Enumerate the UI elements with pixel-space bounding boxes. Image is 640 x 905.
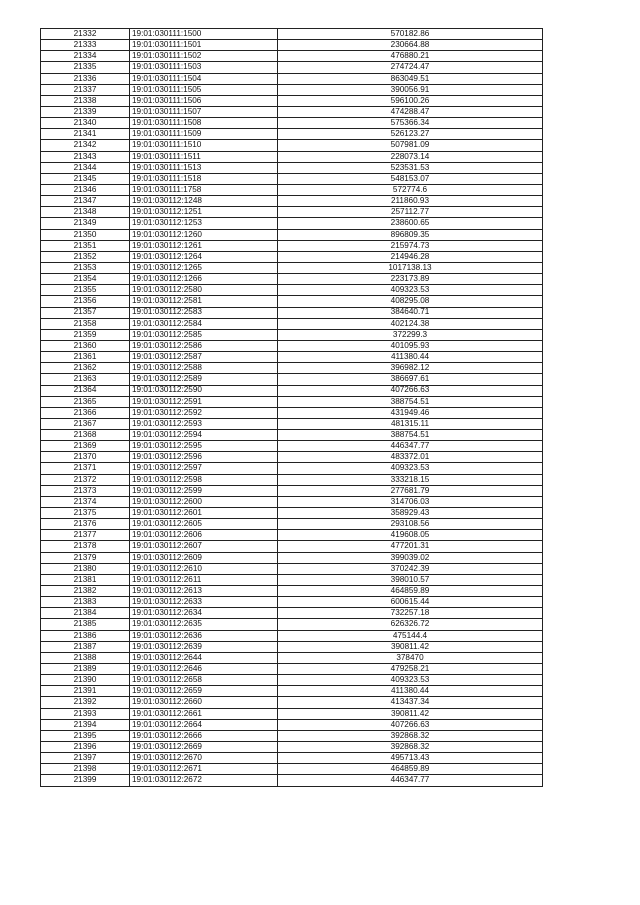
row-number-cell: 21364 (41, 385, 130, 396)
table-row (41, 62, 543, 73)
cadastral-number-cell: 19:01:030112:2670 (130, 753, 278, 764)
value-cell: 230664.88 (278, 40, 543, 51)
value-cell: 523531.53 (278, 162, 543, 173)
cadastral-number-cell: 19:01:030112:2639 (130, 641, 278, 652)
table-row (41, 385, 543, 396)
table-row (41, 352, 543, 363)
row-number-cell: 21381 (41, 574, 130, 585)
row-number-cell: 21367 (41, 418, 130, 429)
data-table (40, 28, 543, 787)
value-cell: 600615.44 (278, 597, 543, 608)
row-number-cell: 21375 (41, 508, 130, 519)
table-row (41, 151, 543, 162)
row-number-cell: 21347 (41, 196, 130, 207)
cadastral-number-cell: 19:01:030112:2659 (130, 686, 278, 697)
cadastral-number-cell: 19:01:030112:2585 (130, 329, 278, 340)
cadastral-number-cell: 19:01:030112:1251 (130, 207, 278, 218)
table-row (41, 742, 543, 753)
table-row (41, 452, 543, 463)
table-row (41, 40, 543, 51)
table-row (41, 363, 543, 374)
value-cell: 396982.12 (278, 363, 543, 374)
value-cell: 223173.89 (278, 274, 543, 285)
table-body (41, 29, 543, 787)
table-row (41, 285, 543, 296)
cadastral-number-cell: 19:01:030112:2661 (130, 708, 278, 719)
value-cell: 483372.01 (278, 452, 543, 463)
row-number-cell: 21356 (41, 296, 130, 307)
table-row (41, 597, 543, 608)
row-number-cell: 21334 (41, 51, 130, 62)
value-cell: 384640.71 (278, 307, 543, 318)
cadastral-number-cell: 19:01:030111:1503 (130, 62, 278, 73)
value-cell: 214946.28 (278, 251, 543, 262)
value-cell: 411380.44 (278, 686, 543, 697)
table-row (41, 140, 543, 151)
table-row (41, 530, 543, 541)
row-number-cell: 21398 (41, 764, 130, 775)
table-row (41, 463, 543, 474)
row-number-cell: 21363 (41, 374, 130, 385)
value-cell: 408295.08 (278, 296, 543, 307)
row-number-cell: 21353 (41, 262, 130, 273)
value-cell: 407266.63 (278, 719, 543, 730)
row-number-cell: 21384 (41, 608, 130, 619)
row-number-cell: 21361 (41, 352, 130, 363)
value-cell: 413437.34 (278, 697, 543, 708)
table-row (41, 374, 543, 385)
row-number-cell: 21344 (41, 162, 130, 173)
value-cell: 732257.18 (278, 608, 543, 619)
cadastral-number-cell: 19:01:030111:1508 (130, 118, 278, 129)
row-number-cell: 21383 (41, 597, 130, 608)
row-number-cell: 21352 (41, 251, 130, 262)
cadastral-number-cell: 19:01:030112:2584 (130, 318, 278, 329)
cadastral-number-cell: 19:01:030111:1513 (130, 162, 278, 173)
value-cell: 507981.09 (278, 140, 543, 151)
table-row (41, 441, 543, 452)
value-cell: 238600.65 (278, 218, 543, 229)
value-cell: 548153.07 (278, 173, 543, 184)
value-cell: 215974.73 (278, 240, 543, 251)
row-number-cell: 21372 (41, 474, 130, 485)
table-row (41, 196, 543, 207)
table-row (41, 207, 543, 218)
table-row (41, 519, 543, 530)
row-number-cell: 21391 (41, 686, 130, 697)
row-number-cell: 21388 (41, 652, 130, 663)
cadastral-number-cell: 19:01:030112:2613 (130, 586, 278, 597)
cadastral-number-cell: 19:01:030112:2580 (130, 285, 278, 296)
table-row (41, 407, 543, 418)
cadastral-number-cell: 19:01:030111:1504 (130, 73, 278, 84)
row-number-cell: 21368 (41, 430, 130, 441)
value-cell: 477201.31 (278, 541, 543, 552)
cadastral-number-cell: 19:01:030112:2644 (130, 652, 278, 663)
row-number-cell: 21338 (41, 95, 130, 106)
value-cell: 596100.26 (278, 95, 543, 106)
cadastral-number-cell: 19:01:030112:2588 (130, 363, 278, 374)
cadastral-number-cell: 19:01:030112:2609 (130, 552, 278, 563)
cadastral-number-cell: 19:01:030112:2606 (130, 530, 278, 541)
cadastral-number-cell: 19:01:030111:1506 (130, 95, 278, 106)
row-number-cell: 21393 (41, 708, 130, 719)
value-cell: 407266.63 (278, 385, 543, 396)
table-row (41, 162, 543, 173)
value-cell: 386697.61 (278, 374, 543, 385)
cadastral-number-cell: 19:01:030112:2610 (130, 563, 278, 574)
cadastral-number-cell: 19:01:030112:2636 (130, 630, 278, 641)
value-cell: 388754.51 (278, 430, 543, 441)
value-cell: 476880.21 (278, 51, 543, 62)
table-row (41, 719, 543, 730)
row-number-cell: 21385 (41, 619, 130, 630)
value-cell: 464859.89 (278, 764, 543, 775)
row-number-cell: 21397 (41, 753, 130, 764)
value-cell: 333218.15 (278, 474, 543, 485)
value-cell: 274724.47 (278, 62, 543, 73)
value-cell: 474288.47 (278, 106, 543, 117)
value-cell: 464859.89 (278, 586, 543, 597)
table-row (41, 229, 543, 240)
value-cell: 358929.43 (278, 508, 543, 519)
row-number-cell: 21333 (41, 40, 130, 51)
row-number-cell: 21345 (41, 173, 130, 184)
cadastral-number-cell: 19:01:030112:2599 (130, 485, 278, 496)
value-cell: 1017138.13 (278, 262, 543, 273)
row-number-cell: 21365 (41, 396, 130, 407)
value-cell: 277681.79 (278, 485, 543, 496)
value-cell: 293108.56 (278, 519, 543, 530)
table-row (41, 630, 543, 641)
cadastral-number-cell: 19:01:030112:2596 (130, 452, 278, 463)
table-row (41, 73, 543, 84)
table-row (41, 51, 543, 62)
cadastral-number-cell: 19:01:030112:2590 (130, 385, 278, 396)
cadastral-number-cell: 19:01:030111:1509 (130, 129, 278, 140)
cadastral-number-cell: 19:01:030112:2605 (130, 519, 278, 530)
row-number-cell: 21337 (41, 84, 130, 95)
table-row (41, 218, 543, 229)
cadastral-number-cell: 19:01:030112:2581 (130, 296, 278, 307)
row-number-cell: 21370 (41, 452, 130, 463)
cadastral-number-cell: 19:01:030112:1261 (130, 240, 278, 251)
value-cell: 495713.43 (278, 753, 543, 764)
value-cell: 479258.21 (278, 664, 543, 675)
value-cell: 411380.44 (278, 352, 543, 363)
table-row (41, 396, 543, 407)
cadastral-number-cell: 19:01:030112:2664 (130, 719, 278, 730)
row-number-cell: 21387 (41, 641, 130, 652)
row-number-cell: 21335 (41, 62, 130, 73)
cadastral-number-cell: 19:01:030112:2666 (130, 730, 278, 741)
row-number-cell: 21350 (41, 229, 130, 240)
row-number-cell: 21399 (41, 775, 130, 786)
cadastral-number-cell: 19:01:030112:2658 (130, 675, 278, 686)
row-number-cell: 21340 (41, 118, 130, 129)
row-number-cell: 21358 (41, 318, 130, 329)
cadastral-number-cell: 19:01:030111:1502 (130, 51, 278, 62)
row-number-cell: 21343 (41, 151, 130, 162)
value-cell: 419608.05 (278, 530, 543, 541)
cadastral-number-cell: 19:01:030112:2591 (130, 396, 278, 407)
value-cell: 388754.51 (278, 396, 543, 407)
value-cell: 575366.34 (278, 118, 543, 129)
row-number-cell: 21346 (41, 184, 130, 195)
cadastral-number-cell: 19:01:030112:2669 (130, 742, 278, 753)
table-row (41, 508, 543, 519)
cadastral-number-cell: 19:01:030112:2660 (130, 697, 278, 708)
row-number-cell: 21396 (41, 742, 130, 753)
cadastral-number-cell: 19:01:030112:1248 (130, 196, 278, 207)
table-row (41, 652, 543, 663)
row-number-cell: 21332 (41, 29, 130, 40)
value-cell: 228073.14 (278, 151, 543, 162)
table-row (41, 675, 543, 686)
row-number-cell: 21355 (41, 285, 130, 296)
table-row (41, 318, 543, 329)
table-row (41, 697, 543, 708)
value-cell: 409323.53 (278, 463, 543, 474)
value-cell: 572774.6 (278, 184, 543, 195)
cadastral-number-cell: 19:01:030111:1505 (130, 84, 278, 95)
table-row (41, 608, 543, 619)
value-cell: 863049.51 (278, 73, 543, 84)
row-number-cell: 21341 (41, 129, 130, 140)
value-cell: 378470 (278, 652, 543, 663)
table-row (41, 586, 543, 597)
row-number-cell: 21336 (41, 73, 130, 84)
value-cell: 409323.53 (278, 675, 543, 686)
row-number-cell: 21394 (41, 719, 130, 730)
row-number-cell: 21369 (41, 441, 130, 452)
row-number-cell: 21389 (41, 664, 130, 675)
cadastral-number-cell: 19:01:030112:2611 (130, 574, 278, 585)
row-number-cell: 21382 (41, 586, 130, 597)
cadastral-number-cell: 19:01:030112:1253 (130, 218, 278, 229)
table-row (41, 764, 543, 775)
table-row (41, 541, 543, 552)
table-row (41, 418, 543, 429)
cadastral-number-cell: 19:01:030112:2586 (130, 340, 278, 351)
value-cell: 211860.93 (278, 196, 543, 207)
value-cell: 475144.4 (278, 630, 543, 641)
row-number-cell: 21357 (41, 307, 130, 318)
row-number-cell: 21359 (41, 329, 130, 340)
row-number-cell: 21377 (41, 530, 130, 541)
value-cell: 446347.77 (278, 441, 543, 452)
row-number-cell: 21373 (41, 485, 130, 496)
value-cell: 392868.32 (278, 742, 543, 753)
table-row (41, 686, 543, 697)
table-row (41, 173, 543, 184)
value-cell: 896809.35 (278, 229, 543, 240)
value-cell: 570182.86 (278, 29, 543, 40)
table-row (41, 730, 543, 741)
row-number-cell: 21360 (41, 340, 130, 351)
row-number-cell: 21395 (41, 730, 130, 741)
cadastral-number-cell: 19:01:030112:2634 (130, 608, 278, 619)
table-row (41, 307, 543, 318)
row-number-cell: 21378 (41, 541, 130, 552)
row-number-cell: 21354 (41, 274, 130, 285)
row-number-cell: 21351 (41, 240, 130, 251)
value-cell: 401095.93 (278, 340, 543, 351)
table-row (41, 84, 543, 95)
value-cell: 431949.46 (278, 407, 543, 418)
value-cell: 409323.53 (278, 285, 543, 296)
cadastral-number-cell: 19:01:030112:2594 (130, 430, 278, 441)
table-row (41, 262, 543, 273)
table-row (41, 274, 543, 285)
row-number-cell: 21386 (41, 630, 130, 641)
row-number-cell: 21366 (41, 407, 130, 418)
row-number-cell: 21371 (41, 463, 130, 474)
row-number-cell: 21390 (41, 675, 130, 686)
cadastral-number-cell: 19:01:030112:1260 (130, 229, 278, 240)
value-cell: 526123.27 (278, 129, 543, 140)
table-row (41, 430, 543, 441)
value-cell: 314706.03 (278, 496, 543, 507)
cadastral-number-cell: 19:01:030112:2598 (130, 474, 278, 485)
cadastral-number-cell: 19:01:030112:2672 (130, 775, 278, 786)
row-number-cell: 21339 (41, 106, 130, 117)
table-row (41, 496, 543, 507)
table-row (41, 129, 543, 140)
cadastral-number-cell: 19:01:030112:1266 (130, 274, 278, 285)
cadastral-number-cell: 19:01:030111:1507 (130, 106, 278, 117)
cadastral-number-cell: 19:01:030111:1500 (130, 29, 278, 40)
cadastral-number-cell: 19:01:030112:2597 (130, 463, 278, 474)
value-cell: 392868.32 (278, 730, 543, 741)
cadastral-number-cell: 19:01:030112:2589 (130, 374, 278, 385)
table-row (41, 641, 543, 652)
cadastral-number-cell: 19:01:030112:2583 (130, 307, 278, 318)
value-cell: 399039.02 (278, 552, 543, 563)
value-cell: 257112.77 (278, 207, 543, 218)
value-cell: 390056.91 (278, 84, 543, 95)
row-number-cell: 21349 (41, 218, 130, 229)
cadastral-number-cell: 19:01:030112:1264 (130, 251, 278, 262)
value-cell: 626326.72 (278, 619, 543, 630)
row-number-cell: 21374 (41, 496, 130, 507)
cadastral-number-cell: 19:01:030112:2592 (130, 407, 278, 418)
cadastral-number-cell: 19:01:030112:2601 (130, 508, 278, 519)
cadastral-number-cell: 19:01:030112:2595 (130, 441, 278, 452)
cadastral-number-cell: 19:01:030112:2593 (130, 418, 278, 429)
row-number-cell: 21392 (41, 697, 130, 708)
table-row (41, 474, 543, 485)
table-row (41, 340, 543, 351)
table-row (41, 619, 543, 630)
cadastral-number-cell: 19:01:030112:2635 (130, 619, 278, 630)
value-cell: 372299.3 (278, 329, 543, 340)
table-row (41, 118, 543, 129)
row-number-cell: 21362 (41, 363, 130, 374)
cadastral-number-cell: 19:01:030111:1758 (130, 184, 278, 195)
value-cell: 398010.57 (278, 574, 543, 585)
cadastral-number-cell: 19:01:030112:2600 (130, 496, 278, 507)
row-number-cell: 21380 (41, 563, 130, 574)
table-row (41, 106, 543, 117)
table-row (41, 708, 543, 719)
table-row (41, 251, 543, 262)
value-cell: 446347.77 (278, 775, 543, 786)
table-row (41, 574, 543, 585)
row-number-cell: 21348 (41, 207, 130, 218)
table-row (41, 29, 543, 40)
cadastral-number-cell: 19:01:030112:2633 (130, 597, 278, 608)
table-row (41, 775, 543, 786)
table-row (41, 240, 543, 251)
cadastral-number-cell: 19:01:030111:1511 (130, 151, 278, 162)
table-row (41, 753, 543, 764)
cadastral-number-cell: 19:01:030112:1265 (130, 262, 278, 273)
cadastral-number-cell: 19:01:030111:1510 (130, 140, 278, 151)
table-row (41, 296, 543, 307)
value-cell: 481315.11 (278, 418, 543, 429)
row-number-cell: 21376 (41, 519, 130, 530)
table-row (41, 563, 543, 574)
value-cell: 370242.39 (278, 563, 543, 574)
table-row (41, 329, 543, 340)
table-row (41, 184, 543, 195)
value-cell: 390811.42 (278, 641, 543, 652)
row-number-cell: 21379 (41, 552, 130, 563)
row-number-cell: 21342 (41, 140, 130, 151)
cadastral-number-cell: 19:01:030111:1518 (130, 173, 278, 184)
cadastral-number-cell: 19:01:030112:2587 (130, 352, 278, 363)
table-row (41, 95, 543, 106)
cadastral-number-cell: 19:01:030112:2607 (130, 541, 278, 552)
cadastral-number-cell: 19:01:030112:2646 (130, 664, 278, 675)
table-row (41, 485, 543, 496)
value-cell: 402124.38 (278, 318, 543, 329)
cadastral-number-cell: 19:01:030111:1501 (130, 40, 278, 51)
value-cell: 390811.42 (278, 708, 543, 719)
table-row (41, 664, 543, 675)
table-row (41, 552, 543, 563)
cadastral-number-cell: 19:01:030112:2671 (130, 764, 278, 775)
